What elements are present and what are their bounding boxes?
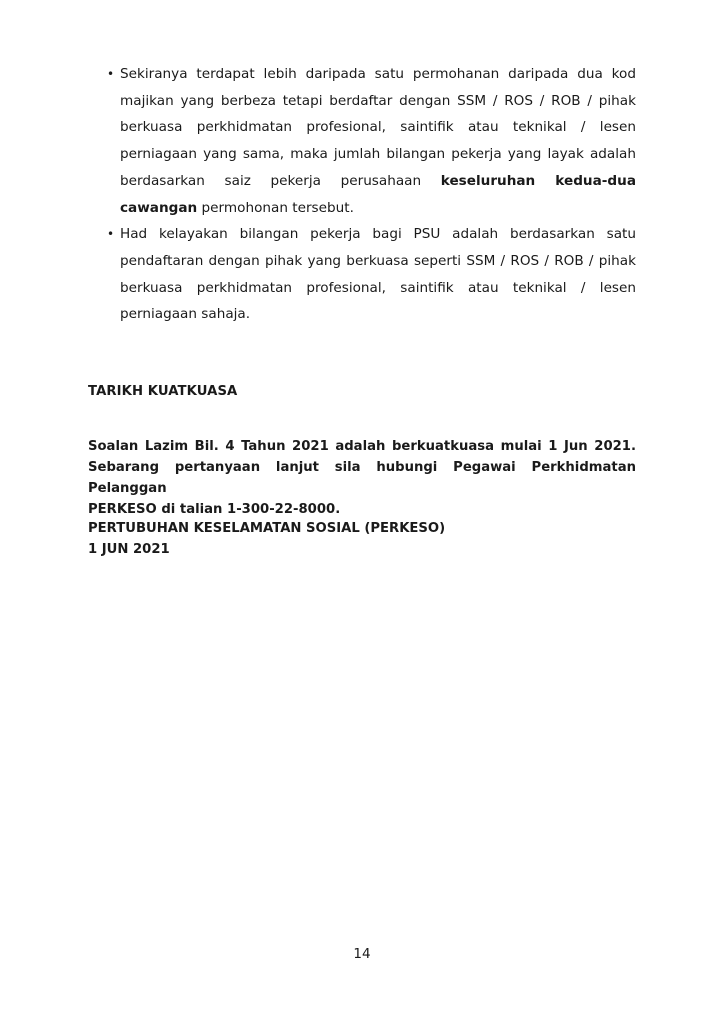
notice-line-1: Soalan Lazim Bil. 4 Tahun 2021 adalah berkuatkuasa mulai 1 Jun 2021. [88, 439, 636, 454]
page-number: 14 [353, 946, 371, 962]
section-heading: TARIKH KUATKUASA [88, 384, 238, 399]
bullet-icon: • [107, 67, 115, 81]
bullet-text: Had kelayakan bilangan pekerja bagi PSU adalah berdasarkan satu pendaftaran dengan pihak yang berkuasa seperti SSM / ROS / ROB / pihak berkuasa perkhidmatan profesional, saintifik atau teknikal / lesen perniagaan sahaja. [120, 226, 636, 323]
bullet-list [106, 61, 636, 328]
bullet-text-end: permohonan tersebut. [197, 199, 354, 216]
bullet-icon: • [107, 227, 115, 242]
document-date: 1 JUN 2021 [88, 542, 170, 557]
notice-line-3: PERKESO di talian 1-300-22-8000. [88, 502, 341, 517]
effective-date-notice [88, 436, 636, 520]
list-item [106, 221, 636, 328]
list-item [106, 61, 636, 221]
organization-name: PERTUBUHAN KESELAMATAN SOSIAL (PERKESO) [88, 521, 446, 536]
signature-block [88, 518, 445, 560]
bullet-bold-text: keseluruhan kedua-dua cawangan [120, 172, 637, 216]
bullet-text: Sekiranya terdapat lebih daripada satu permohanan daripada dua kod majikan yang berbeza tetapi berdaftar dengan SSM / ROS / ROB / pihak berkuasa perkhidmatan profesional, saintifik atau teknikal / lesen perniagaan yang sama, maka jumlah bilangan pekerja yang layak adalah berdasarkan saiz pekerja perusahaan [120, 66, 636, 189]
notice-line-2: Sebarang pertanyaan lanjut sila hubungi Pegawai Perkhidmatan Pelanggan [88, 460, 636, 496]
